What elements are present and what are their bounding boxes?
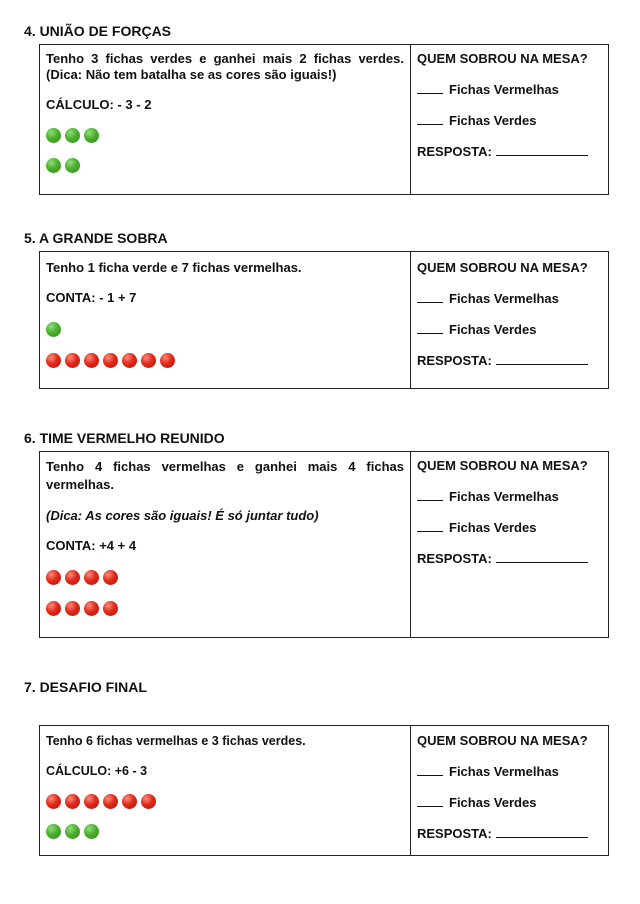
green-token-icon bbox=[46, 158, 61, 173]
green-count-label: Fichas Verdes bbox=[449, 113, 537, 128]
red-token-icon bbox=[103, 353, 118, 368]
exercise-box bbox=[39, 725, 609, 856]
red-token-icon bbox=[84, 570, 99, 585]
green-token-icon bbox=[65, 128, 80, 143]
token-row bbox=[46, 352, 404, 368]
token-row bbox=[46, 157, 404, 173]
token-row bbox=[46, 127, 404, 143]
green-count-blank[interactable] bbox=[417, 112, 443, 125]
calculation-text: CÁLCULO: +6 - 3 bbox=[46, 764, 148, 778]
green-count-blank[interactable] bbox=[417, 321, 443, 334]
red-token-icon bbox=[46, 601, 61, 616]
green-token-icon bbox=[65, 824, 80, 839]
red-count-blank[interactable] bbox=[417, 81, 443, 94]
answer-label: RESPOSTA: bbox=[417, 353, 492, 368]
green-token-icon bbox=[65, 158, 80, 173]
answer-blank[interactable] bbox=[496, 352, 588, 365]
exercise-box bbox=[39, 451, 609, 638]
green-count-line bbox=[417, 112, 602, 129]
red-token-icon bbox=[141, 353, 156, 368]
green-token-icon bbox=[84, 128, 99, 143]
red-token-icon bbox=[84, 794, 99, 809]
answer-blank[interactable] bbox=[496, 825, 588, 838]
red-count-blank[interactable] bbox=[417, 290, 443, 303]
exercise-heading: 4. UNIÃO DE FORÇAS bbox=[24, 23, 172, 39]
red-count-blank[interactable] bbox=[417, 763, 443, 776]
token-row bbox=[46, 321, 404, 337]
green-count-blank[interactable] bbox=[417, 519, 443, 532]
red-token-icon bbox=[46, 353, 61, 368]
red-token-icon bbox=[65, 570, 80, 585]
problem-text: Tenho 6 fichas vermelhas e 3 fichas verdes. bbox=[46, 734, 306, 748]
answer-question: QUEM SOBROU NA MESA? bbox=[417, 51, 588, 66]
exercise-heading: 5. A GRANDE SOBRA bbox=[24, 230, 168, 246]
red-count-label: Fichas Vermelhas bbox=[449, 764, 559, 779]
red-token-icon bbox=[122, 353, 137, 368]
exercise-box bbox=[39, 44, 609, 195]
red-token-icon bbox=[65, 601, 80, 616]
token-row bbox=[46, 569, 404, 585]
answer-blank[interactable] bbox=[496, 143, 588, 156]
green-count-line bbox=[417, 321, 602, 338]
answer-question: QUEM SOBROU NA MESA? bbox=[417, 260, 588, 275]
red-count-label: Fichas Vermelhas bbox=[449, 489, 559, 504]
red-count-line bbox=[417, 81, 602, 98]
token-row bbox=[46, 823, 404, 839]
green-token-icon bbox=[46, 824, 61, 839]
red-count-line bbox=[417, 290, 602, 307]
green-token-icon bbox=[46, 128, 61, 143]
red-token-icon bbox=[160, 353, 175, 368]
answer-label: RESPOSTA: bbox=[417, 551, 492, 566]
exercise-heading: 7. DESAFIO FINAL bbox=[24, 679, 147, 695]
red-token-icon bbox=[84, 601, 99, 616]
red-token-icon bbox=[65, 353, 80, 368]
red-token-icon bbox=[103, 794, 118, 809]
problem-text: Tenho 3 fichas verdes e ganhei mais 2 fichas verdes. (Dica: Não tem batalha se as cores são iguais!) bbox=[46, 51, 404, 82]
green-count-label: Fichas Verdes bbox=[449, 795, 537, 810]
problem-text: Tenho 1 ficha verde e 7 fichas vermelhas. bbox=[46, 260, 302, 275]
answer-label: RESPOSTA: bbox=[417, 144, 492, 159]
red-token-icon bbox=[103, 601, 118, 616]
red-count-label: Fichas Vermelhas bbox=[449, 82, 559, 97]
answer-panel bbox=[411, 452, 608, 637]
token-row bbox=[46, 793, 404, 809]
answer-question: QUEM SOBROU NA MESA? bbox=[417, 733, 588, 748]
green-count-line bbox=[417, 794, 602, 811]
answer-question: QUEM SOBROU NA MESA? bbox=[417, 458, 588, 473]
red-count-blank[interactable] bbox=[417, 488, 443, 501]
answer-blank[interactable] bbox=[496, 550, 588, 563]
red-count-line bbox=[417, 763, 602, 780]
green-count-line bbox=[417, 519, 602, 536]
answer-panel bbox=[411, 726, 608, 855]
problem-panel bbox=[40, 252, 411, 388]
red-token-icon bbox=[84, 353, 99, 368]
red-token-icon bbox=[103, 570, 118, 585]
red-count-line bbox=[417, 488, 602, 505]
answer-line bbox=[417, 550, 602, 567]
calculation-text: CÁLCULO: - 3 - 2 bbox=[46, 97, 152, 112]
red-count-label: Fichas Vermelhas bbox=[449, 291, 559, 306]
red-token-icon bbox=[141, 794, 156, 809]
answer-line bbox=[417, 825, 602, 842]
hint-text: (Dica: As cores são iguais! É só juntar tudo) bbox=[46, 508, 319, 523]
red-token-icon bbox=[65, 794, 80, 809]
green-token-icon bbox=[46, 322, 61, 337]
problem-panel bbox=[40, 726, 411, 855]
token-row bbox=[46, 600, 404, 616]
problem-text: Tenho 4 fichas vermelhas e ganhei mais 4 fichas vermelhas. bbox=[46, 459, 404, 492]
green-token-icon bbox=[84, 824, 99, 839]
problem-panel bbox=[40, 452, 411, 637]
green-count-label: Fichas Verdes bbox=[449, 520, 537, 535]
answer-line bbox=[417, 352, 602, 369]
red-token-icon bbox=[46, 794, 61, 809]
calculation-text: CONTA: - 1 + 7 bbox=[46, 290, 137, 305]
problem-panel bbox=[40, 45, 411, 194]
exercise-box bbox=[39, 251, 609, 389]
answer-panel bbox=[411, 252, 608, 388]
red-token-icon bbox=[122, 794, 137, 809]
calculation-text: CONTA: +4 + 4 bbox=[46, 538, 137, 553]
answer-line bbox=[417, 143, 602, 160]
answer-label: RESPOSTA: bbox=[417, 826, 492, 841]
answer-panel bbox=[411, 45, 608, 194]
red-token-icon bbox=[46, 570, 61, 585]
green-count-label: Fichas Verdes bbox=[449, 322, 537, 337]
green-count-blank[interactable] bbox=[417, 794, 443, 807]
exercise-heading: 6. TIME VERMELHO REUNIDO bbox=[24, 430, 225, 446]
